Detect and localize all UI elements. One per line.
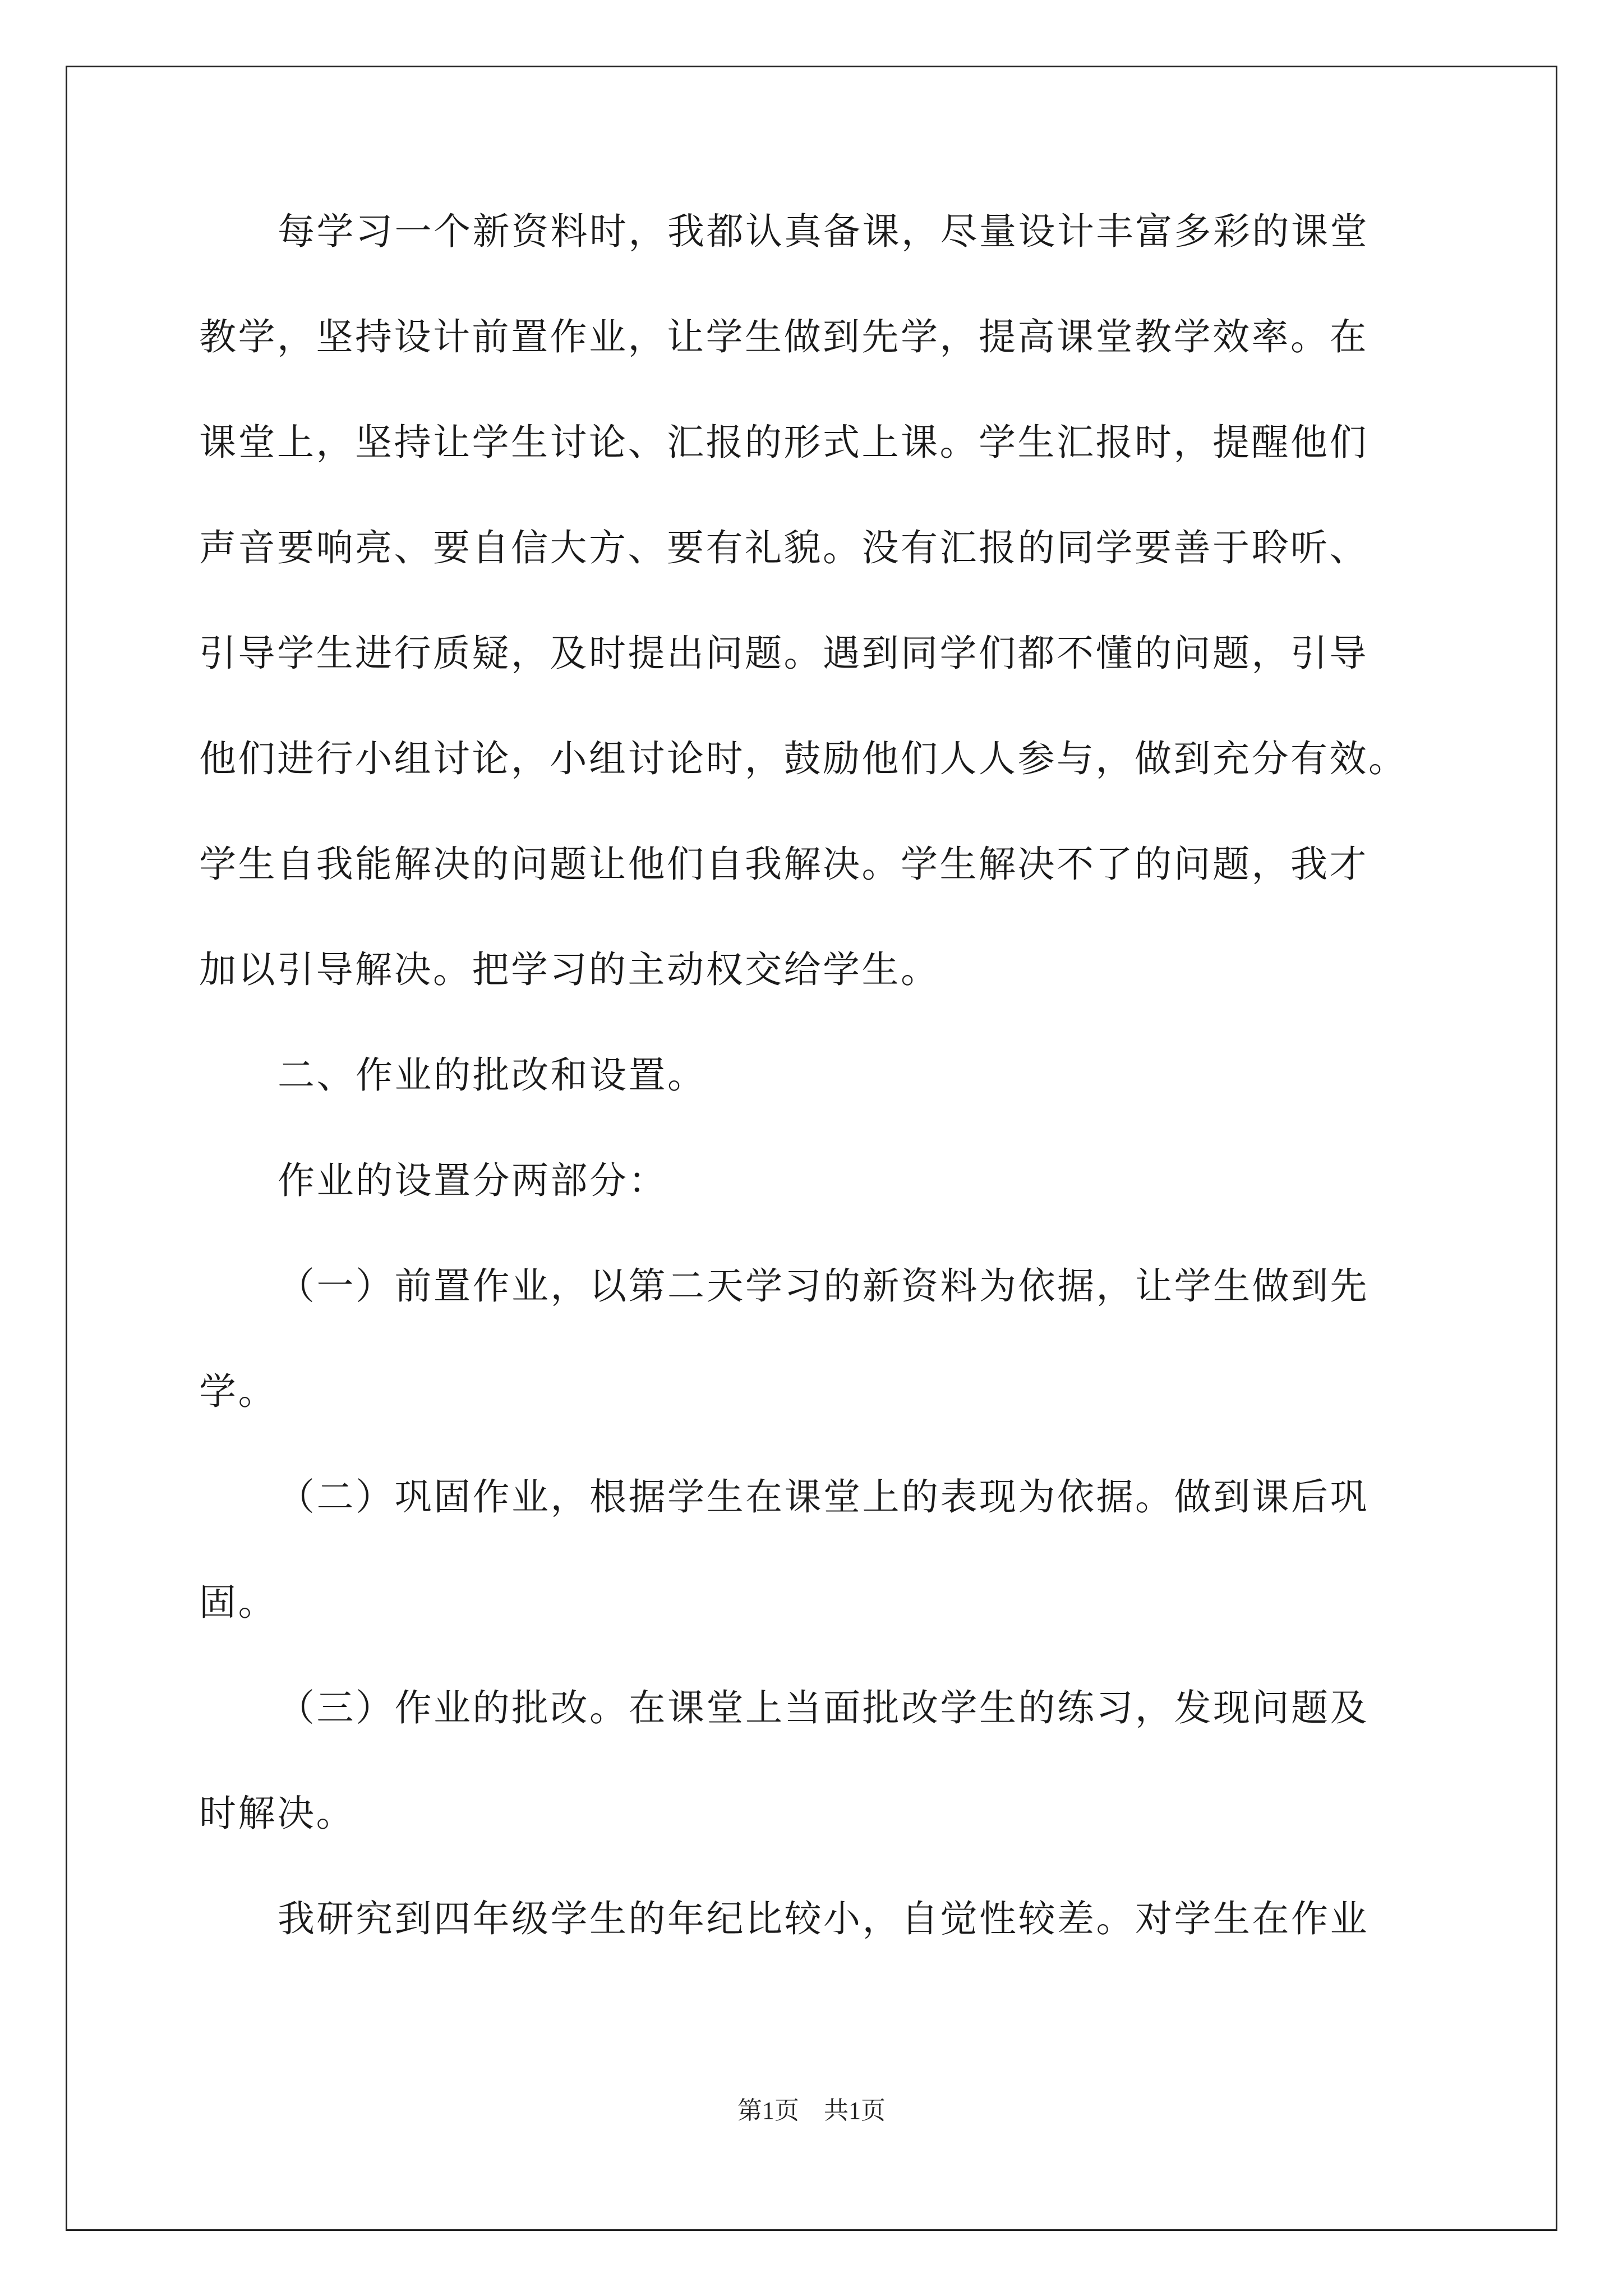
paragraph-line: 教学，坚持设计前置作业，让学生做到先学，提高课堂教学效率。在 (199, 315, 1368, 358)
list-item-line: （二）巩固作业，根据学生在课堂上的表现为依据。做到课后巩 (278, 1475, 1369, 1519)
paragraph-line: 作业的设置分两部分： (278, 1159, 667, 1202)
paragraph-line: 学生自我能解决的问题让他们自我解决。学生解决不了的问题，我才 (199, 843, 1368, 886)
list-item-line: （一）前置作业，以第二天学习的新资料为依据，让学生做到先 (278, 1264, 1369, 1308)
paragraph-line: 声音要响亮、要自信大方、要有礼貌。没有汇报的同学要善于聆听、 (199, 526, 1368, 569)
paragraph-line: 我研究到四年级学生的年纪比较小，自觉性较差。对学生在作业 (278, 1897, 1369, 1940)
paragraph-line: 他们进行小组讨论，小组讨论时，鼓励他们人人参与，做到充分有效。 (199, 737, 1408, 780)
section-heading: 二、作业的批改和设置。 (278, 1053, 707, 1097)
page-footer (0, 2097, 1623, 2125)
page-total: 共1页 (824, 2097, 886, 2124)
list-item-line: 时解决。 (199, 1792, 355, 1835)
paragraph-line: 每学习一个新资料时，我都认真备课，尽量设计丰富多彩的课堂 (278, 210, 1369, 253)
list-item-line: （三）作业的批改。在课堂上当面批改学生的练习，发现问题及 (278, 1686, 1369, 1729)
list-item-line: 学。 (199, 1370, 277, 1413)
document-body (199, 210, 1433, 2006)
list-item-line: 固。 (199, 1581, 277, 1624)
paragraph-line: 课堂上，坚持让学生讨论、汇报的形式上课。学生汇报时，提醒他们 (199, 421, 1368, 464)
paragraph-line: 加以引导解决。把学习的主动权交给学生。 (199, 948, 940, 991)
paragraph-line: 引导学生进行质疑，及时提出问题。遇到同学们都不懂的问题，引导 (199, 632, 1368, 675)
page-number: 第1页 (737, 2097, 799, 2124)
